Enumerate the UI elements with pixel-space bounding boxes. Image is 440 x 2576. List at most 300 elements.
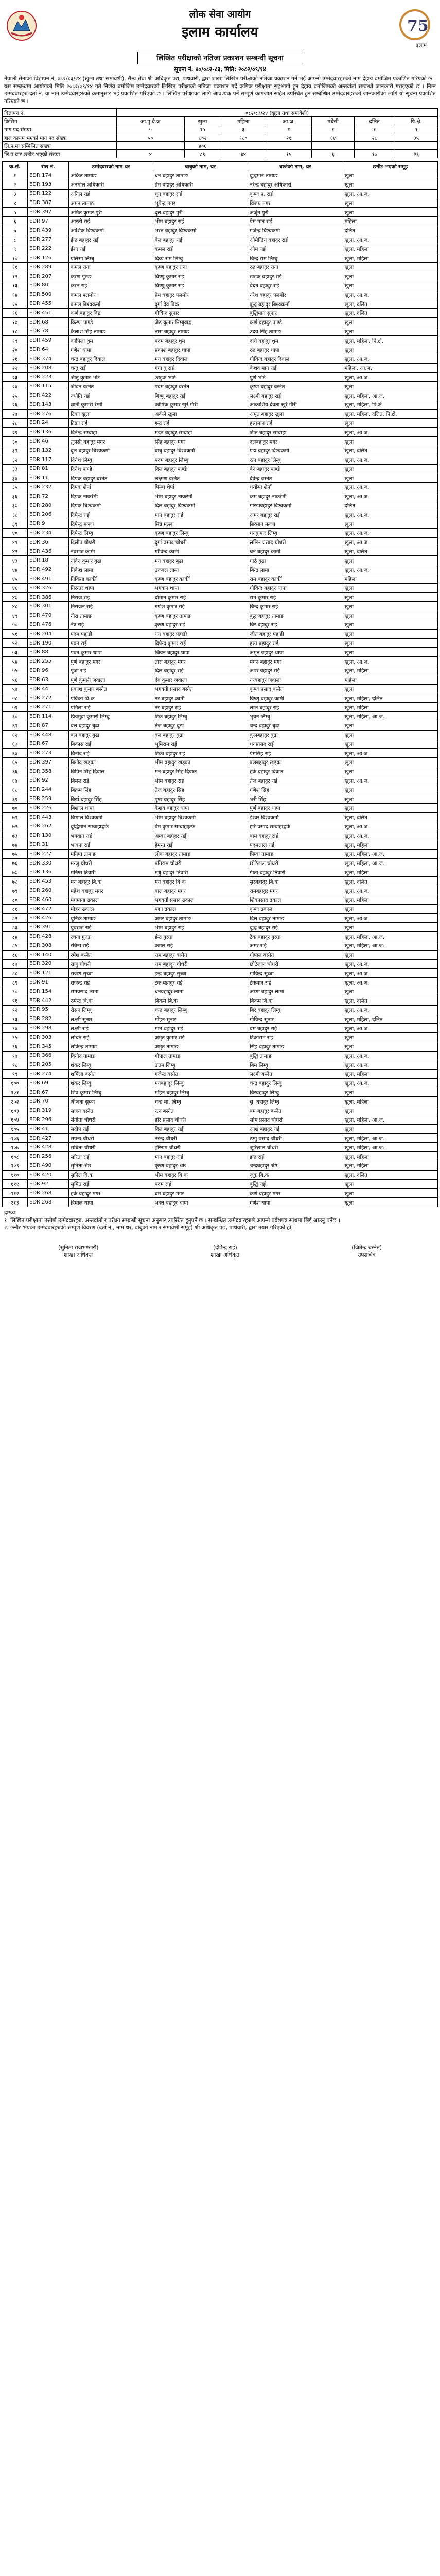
summary-cell: २१	[266, 133, 312, 142]
row-father: जेठ कुमार निम्बुवाङ्ग	[153, 317, 248, 327]
row-roll: EDR 205	[27, 1060, 68, 1070]
row-group: खुला	[343, 1189, 437, 1198]
row-father: नरेन्द्र चौधरी	[153, 1133, 248, 1143]
row-grandfather: खडक बहादुर राई	[248, 272, 343, 281]
summary-cell: १	[354, 125, 395, 133]
table-row	[3, 198, 438, 208]
row-grandfather: कृष्ण ढकाल	[248, 904, 343, 913]
row-grandfather: केशव मान राई	[248, 363, 343, 372]
row-sn: २३	[3, 372, 28, 382]
table-row	[3, 226, 438, 235]
row-name: पुजा राई	[69, 666, 153, 675]
row-name: मन बहादुर बि.क	[69, 877, 153, 886]
table-row	[3, 959, 438, 969]
row-group: खुला	[343, 950, 437, 959]
row-name: श्रीजना सुब्बा	[69, 1097, 153, 1106]
row-roll: EDR 296	[27, 1115, 68, 1125]
row-group: खुला	[343, 648, 437, 657]
row-group: खुला, आ.ज.	[343, 886, 437, 895]
table-row	[3, 1014, 438, 1024]
row-name: सपना चौधरी	[69, 1133, 153, 1143]
row-name: रुपेन्द्र बि.क	[69, 996, 153, 1005]
row-father: इन्द्र राई	[153, 418, 248, 428]
row-father: दोमान कुमार राई	[153, 592, 248, 602]
table-row	[3, 1143, 438, 1152]
row-sn: ६०	[3, 712, 28, 721]
row-grandfather: जुकु बि.क	[248, 1170, 343, 1179]
row-grandfather: बम बहादुर बस्नेत	[248, 1106, 343, 1115]
row-grandfather: भरी सिंह	[248, 794, 343, 804]
row-grandfather: कर्ण बहादुर मगर	[248, 1189, 343, 1198]
row-grandfather: बिन्द्र लामा	[248, 565, 343, 574]
row-name: दिलीप चौधरी	[69, 537, 153, 547]
row-father: राम बहादुर बस्नेत	[153, 950, 248, 959]
row-grandfather: राम बहादुर कार्की	[248, 574, 343, 584]
row-sn: ७२	[3, 822, 28, 831]
row-name: सबिता चौधरी	[69, 1143, 153, 1152]
row-grandfather: शिवप्रसाद ढकाल	[248, 895, 343, 904]
row-group: खुला, महिला	[343, 1161, 437, 1171]
row-grandfather: प्रेम मान राई	[248, 216, 343, 226]
table-row	[3, 1032, 438, 1042]
row-grandfather: सोम प्रसाद चौधरी	[248, 1115, 343, 1125]
row-grandfather: बुद्धि तामाङ	[248, 1051, 343, 1060]
row-father: पदम बहादुर थुम	[153, 336, 248, 345]
row-group: खुला	[343, 739, 437, 749]
table-row	[3, 1152, 438, 1161]
row-name: अनिल राई	[69, 189, 153, 198]
row-father: नर बहादुर कामी	[153, 693, 248, 703]
table-row	[3, 1078, 438, 1088]
row-grandfather: भुवन लिम्बु	[248, 712, 343, 721]
row-sn: ७९	[3, 886, 28, 895]
summary-cell	[354, 142, 395, 150]
row-grandfather: विजय मगर	[248, 198, 343, 208]
row-name: बिशाल थापा	[69, 803, 153, 812]
row-name: चन्द्र बहादुर दिवाल	[69, 354, 153, 363]
row-sn: ५४	[3, 657, 28, 666]
row-grandfather: हस्त बहादुर राई	[248, 638, 343, 648]
row-father: भीम बहादुर बि.क	[153, 1170, 248, 1179]
row-father: मोहन बहादुर लिम्बु	[153, 1088, 248, 1097]
row-father: हरि प्रसाद चौधरी	[153, 1115, 248, 1125]
summary-cell: ५	[117, 125, 185, 133]
row-sn: ३२	[3, 455, 28, 464]
row-grandfather: कृष्ण प्रसाद बस्नेत	[248, 684, 343, 693]
row-group: खुला	[343, 730, 437, 739]
row-sn: ७३	[3, 831, 28, 840]
row-sn: ९०	[3, 987, 28, 996]
table-row	[3, 950, 438, 959]
row-name: दिपक शेर्पा	[69, 483, 153, 492]
row-sn: ७१	[3, 812, 28, 822]
table-row	[3, 409, 438, 418]
row-name: निकेश लामा	[69, 565, 153, 574]
row-name: करण गुरुङ	[69, 272, 153, 281]
table-row	[3, 996, 438, 1005]
row-name: टिका खुला	[69, 409, 153, 418]
row-group: खुला	[343, 904, 437, 913]
row-name: ईन्द्र बहादुर राई	[69, 235, 153, 244]
row-sn: ६३	[3, 739, 28, 749]
row-sn: १०६	[3, 1133, 28, 1143]
row-grandfather: नरेन्द्र बहादुर अधिकारी	[248, 180, 343, 189]
row-grandfather: बिम लिम्बु	[248, 1060, 343, 1070]
row-sn: ४७	[3, 592, 28, 602]
notes	[2, 1209, 438, 1232]
row-sn: ७८	[3, 877, 28, 886]
row-name: संगीता चौधरी	[69, 1115, 153, 1125]
row-group: खुला	[343, 1106, 437, 1115]
row-group: खुला, महिला	[343, 840, 437, 850]
table-row	[3, 987, 438, 996]
row-sn: ८१	[3, 904, 28, 913]
table-row	[3, 1097, 438, 1106]
row-sn: १०५	[3, 1124, 28, 1133]
row-grandfather: पुर्णे भोटे	[248, 372, 343, 382]
row-group: खुला, दलित	[343, 299, 437, 309]
row-grandfather: बुद्धमान तामाङ	[248, 171, 343, 180]
signer-role: शाखा अधिकृत	[210, 1251, 240, 1258]
row-father: बाल बहादुर मगर	[153, 886, 248, 895]
row-roll: EDR 277	[27, 235, 68, 244]
row-group: खुला, महिला, दलित, पि.क्षे.	[343, 409, 437, 418]
row-grandfather: लाल बहादुर राई	[248, 703, 343, 712]
table-row	[3, 1133, 438, 1143]
table-row	[3, 812, 438, 822]
row-father: बम बहादुर मगर	[153, 1189, 248, 1198]
row-grandfather: गोविन्द बहादुर थापा	[248, 583, 343, 592]
row-sn: १०९	[3, 1161, 28, 1171]
row-name: शिव कुमार लिम्बु	[69, 1088, 153, 1097]
table-row	[3, 327, 438, 336]
row-name: कमल राना	[69, 262, 153, 272]
table-row	[3, 1161, 438, 1171]
row-father: कृष्ण बहादुर तामाङ	[153, 611, 248, 620]
table-row	[3, 372, 438, 382]
row-grandfather: धन बहादुर कामी	[248, 547, 343, 556]
row-name: राजेश सुब्बा	[69, 969, 153, 978]
row-name: कर्ण बहादुर विष्ट	[69, 308, 153, 317]
row-group: खुला	[343, 1179, 437, 1189]
row-sn: ५८	[3, 693, 28, 703]
summary-cell: १	[395, 125, 437, 133]
intro-paragraph: नेपाली सेनाको विज्ञापन नं. ०८२/८३/२४ (खुला तथा समावेशी), सैन्य सेवा श्री अधिकृत पद्य, पाथवारी, द्वारा शाखा लिखित परीक्षाको नतिजा प्रकाशन गर्ने भई आफ्नो उम्मेदवारहरुको नाम देहाय बमोजिम प्रकाशित गरिएको छ । यस सम्बन्धमा आयोगको मिति २०८२/०९/१४ गते निर्णय बमोजिम उम्मेदवारको लिखित परीक्षाको नतिजा प्रकाशन गर्दै क्रमिक परीक्षामा सहभागी हुन देहाय बमोजिमको अन्तर्वार्ता सम्बन्धी जानकारी गराइएको छ । निम्न उम्मेदवारहरु दर्ता नं. वा नाम उम्मेदवारहरुको क्रमानुसार भई प्रकाशित गरिएको छ । लिखित परीक्षाका लागि आवश्यक पर्ने सम्पूर्ण कागजात सहित उपस्थित हुन सम्बन्धित उम्मेदवारहरुको जानकारीको लागि यो सूचना प्रकाशित गरिएको छ ।	[4, 76, 436, 105]
row-sn: १	[3, 171, 28, 180]
row-father: रत्न बस्नेत	[153, 1106, 248, 1115]
row-roll: EDR 244	[27, 785, 68, 794]
row-grandfather: धनप्रसाद राई	[248, 739, 343, 749]
table-row	[3, 501, 438, 510]
row-group: खुला, आ.ज.	[343, 1078, 437, 1088]
row-roll: EDR 96	[27, 666, 68, 675]
summary-cell: विज्ञापन नं.	[3, 109, 117, 117]
row-father: मन बहादुर बुढा	[153, 556, 248, 565]
row-father: राम बहादुर चौधरी	[153, 959, 248, 969]
row-name: शर्मिला बस्नेत	[69, 1070, 153, 1079]
row-roll: EDR 121	[27, 969, 68, 978]
table-row	[3, 1005, 438, 1014]
row-group: खुला	[343, 437, 437, 446]
table-row	[3, 547, 438, 556]
summary-cell: १८०	[221, 133, 266, 142]
row-group: खुला, दलित	[343, 446, 437, 455]
row-roll: EDR 448	[27, 730, 68, 739]
row-father: बिष्णु बहादुर राई	[153, 391, 248, 400]
table-row	[3, 354, 438, 363]
table-row	[3, 749, 438, 758]
row-name: दिपेन्द्र लिम्बु	[69, 529, 153, 538]
row-father: गोविन्द सुनार	[153, 308, 248, 317]
notes-label: द्रष्टव्य:	[4, 1210, 17, 1216]
row-grandfather: बिकम बि.क	[248, 996, 343, 1005]
table-row	[3, 529, 438, 538]
row-roll: EDR 206	[27, 510, 68, 519]
row-grandfather: अमर बहादुर राई	[248, 510, 343, 519]
row-father: गंगा बु राई	[153, 363, 248, 372]
summary-head: आ.ज.	[266, 117, 312, 125]
row-father: कृष्ण बहादुर लिम्बु	[153, 529, 248, 538]
summary-cell: ३५	[395, 133, 437, 142]
row-grandfather: सु. बहादुर लिम्बु	[248, 1097, 343, 1106]
table-row	[3, 253, 438, 263]
row-roll: EDR 174	[27, 171, 68, 180]
row-name: गणेश थापा	[69, 345, 153, 354]
table-row	[3, 822, 438, 831]
row-roll: EDR 436	[27, 547, 68, 556]
row-grandfather: लक्ष्मी बस्नेत	[248, 1070, 343, 1079]
summary-cell: ४	[117, 150, 185, 158]
row-father: धन बहादुर तामाङ	[153, 171, 248, 180]
row-sn: १०४	[3, 1115, 28, 1125]
header	[2, 7, 438, 48]
row-sn: ५५	[3, 666, 28, 675]
row-group: खुला, महिला, आ.ज.	[343, 941, 437, 950]
table-row	[3, 721, 438, 730]
row-father: मान बहादुर राई	[153, 1152, 248, 1161]
row-grandfather: सिंह बहादुर तामाङ	[248, 1042, 343, 1051]
row-name: रबिना राई	[69, 941, 153, 950]
row-group: खुला	[343, 1042, 437, 1051]
row-roll: EDR 97	[27, 216, 68, 226]
row-roll: EDR 117	[27, 455, 68, 464]
row-sn: ९	[3, 244, 28, 253]
table-row	[3, 519, 438, 529]
row-grandfather: चन्द्र बहादुर बुढा	[248, 721, 343, 730]
row-sn: ११३	[3, 1198, 28, 1207]
row-grandfather: रामबहादुर मगर	[248, 886, 343, 895]
summary-cell: ५०	[117, 133, 185, 142]
summary-cell: १५	[266, 150, 312, 158]
row-roll: EDR 226	[27, 803, 68, 812]
table-row	[3, 556, 438, 565]
row-roll: EDR 374	[27, 354, 68, 363]
row-father: गणेश कुमार राई	[153, 602, 248, 611]
row-roll: EDR 308	[27, 941, 68, 950]
row-name: कोपिला थुम	[69, 336, 153, 345]
row-sn: ५२	[3, 638, 28, 648]
row-sn: ८६	[3, 950, 28, 959]
summary-row-advert	[3, 109, 438, 117]
row-grandfather: बिरबहादुर लिम्बु	[248, 1088, 343, 1097]
row-grandfather: दिल बहादुर तामाङ	[248, 913, 343, 923]
row-grandfather: अमृत बहादुर खुला	[248, 409, 343, 418]
org-name: लोक सेवा आयोग	[189, 9, 251, 20]
row-name: नीरा तामाङ	[69, 611, 153, 620]
row-roll: EDR 451	[27, 308, 68, 317]
table-row	[3, 437, 438, 446]
row-name: निराजन राई	[69, 602, 153, 611]
row-name: रामप्रसाद लामा	[69, 987, 153, 996]
row-name: निकिता कार्की	[69, 574, 153, 584]
row-sn: ३३	[3, 464, 28, 473]
row-grandfather: ठग्गु प्रसाद चौधरी	[248, 1133, 343, 1143]
table-row	[3, 684, 438, 693]
row-sn: ४५	[3, 574, 28, 584]
row-sn: ८५	[3, 941, 28, 950]
row-group: खुला, दलित	[343, 308, 437, 317]
row-sn: २६	[3, 400, 28, 409]
row-group: खुला, महिला, पि.क्षे.	[343, 400, 437, 409]
row-group: खुला, आ.ज.	[343, 510, 437, 519]
row-father: मान बहादुर राई	[153, 1024, 248, 1033]
row-name: सुनिल बि.क	[69, 1170, 153, 1179]
row-father: केशव बहादुर थापा	[153, 803, 248, 812]
table-row	[3, 978, 438, 987]
row-grandfather: बुद्ध बहादुर राई	[248, 923, 343, 932]
row-sn: ८४	[3, 932, 28, 941]
table-row	[3, 895, 438, 904]
row-roll: EDR 223	[27, 372, 68, 382]
row-roll: EDR 78	[27, 327, 68, 336]
row-name: करन राई	[69, 281, 153, 290]
row-name: लक्ष्मी सुनार	[69, 1014, 153, 1024]
logo-caption: इलाम	[416, 43, 427, 48]
table-row	[3, 1179, 438, 1189]
row-sn: २७	[3, 409, 28, 418]
row-father: हरिराम चौधरी	[153, 1143, 248, 1152]
row-sn: ३६	[3, 492, 28, 501]
row-sn: २४	[3, 382, 28, 391]
col-name: उम्मेदवारको नाम थर	[69, 162, 153, 171]
row-name: दिनेश लिम्बु	[69, 455, 153, 464]
row-father: नर बहादुर राई	[153, 703, 248, 712]
signature-3	[351, 1244, 382, 1259]
row-roll: EDR 255	[27, 657, 68, 666]
table-row	[3, 620, 438, 630]
table-row	[3, 868, 438, 877]
table-row	[3, 492, 438, 501]
row-grandfather: कृष्ण प्र. राई	[248, 189, 343, 198]
row-father: बिकम बि.क	[153, 996, 248, 1005]
table-row	[3, 1115, 438, 1125]
row-roll: EDR 64	[27, 345, 68, 354]
row-name: राजु चौधरी	[69, 959, 153, 969]
table-row	[3, 317, 438, 327]
row-group: खुला, महिला, आ.ज.	[343, 858, 437, 868]
row-group: खुला	[343, 281, 437, 290]
row-grandfather: तेज बहादुर राई	[248, 776, 343, 785]
row-name: युवराज राई	[69, 923, 153, 932]
row-roll: EDR 41	[27, 1124, 68, 1133]
summary-row	[3, 150, 438, 158]
row-father: टेक बहादुर राई	[153, 978, 248, 987]
row-roll: EDR 387	[27, 198, 68, 208]
row-name: रमेश बस्नेत	[69, 950, 153, 959]
row-father: अर्कले खुला	[153, 409, 248, 418]
row-father: धनबहादुर लामा	[153, 987, 248, 996]
table-row	[3, 483, 438, 492]
row-sn: १११	[3, 1179, 28, 1189]
row-grandfather: दधि बहादुर थुम	[248, 336, 343, 345]
row-name: मेघमाया ढकाल	[69, 895, 153, 904]
summary-cell	[395, 142, 437, 150]
row-roll: EDR 67	[27, 739, 68, 749]
row-sn: ९३	[3, 1014, 28, 1024]
row-grandfather: गोठे बुढा	[248, 556, 343, 565]
row-roll: EDR 87	[27, 721, 68, 730]
row-roll: EDR 491	[27, 574, 68, 584]
row-grandfather: टिकाराम राई	[248, 1032, 343, 1042]
row-name: किरण पाण्डे	[69, 317, 153, 327]
row-roll: EDR 273	[27, 749, 68, 758]
row-group: खुला	[343, 317, 437, 327]
row-group: खुला, आ.ज.	[343, 483, 437, 492]
row-group: खुला, आ.ज.	[343, 372, 437, 382]
table-row	[3, 675, 438, 684]
row-father: कमल राई	[153, 941, 248, 950]
table-row	[3, 858, 438, 868]
row-grandfather: ललिन प्रसाद चौधरी	[248, 537, 343, 547]
row-name: बल बहादुर बुढा	[69, 721, 153, 730]
summary-cell: १०	[354, 150, 395, 158]
row-sn: १२	[3, 272, 28, 281]
row-group: खुला	[343, 208, 437, 217]
row-grandfather: पदमलाल राई	[248, 840, 343, 850]
row-roll: EDR 72	[27, 492, 68, 501]
row-sn: ८९	[3, 978, 28, 987]
row-grandfather: छोटेलाल चौधरी	[248, 959, 343, 969]
table-row	[3, 1088, 438, 1097]
row-name: बिपिन सिंह दिवाल	[69, 767, 153, 776]
signer-name: (दीपेन्द्र राई)	[213, 1244, 237, 1251]
row-father: धन बहादुर पहाडी	[153, 629, 248, 638]
row-group: खुला, महिला, आ.ज.	[343, 932, 437, 941]
row-grandfather: गणेश थापा	[248, 1198, 343, 1207]
table-row	[3, 886, 438, 895]
row-father: छाडुक भोटे	[153, 372, 248, 382]
row-father: कमल राई	[153, 244, 248, 253]
row-sn: ४३	[3, 556, 28, 565]
row-father: चन्द्र मा. लिम्बु	[153, 1097, 248, 1106]
row-group: खुला, दलित	[343, 996, 437, 1005]
row-grandfather: छोटेलाल चौधरी	[248, 858, 343, 868]
row-sn: ४९	[3, 611, 28, 620]
row-sn: १०	[3, 253, 28, 263]
table-row	[3, 739, 438, 749]
summary-cell: २८	[354, 133, 395, 142]
row-name: संजय बस्नेत	[69, 1106, 153, 1115]
row-name: बिनोद खड्का	[69, 758, 153, 767]
row-father: भीम बहादुर खड्का	[153, 758, 248, 767]
row-group: खुला, आ.ज.	[343, 657, 437, 666]
row-roll: EDR 260	[27, 886, 68, 895]
table-row	[3, 693, 438, 703]
row-father: मन बहादुर दिवाल	[153, 354, 248, 363]
row-father: दिल बहादुर राई	[153, 666, 248, 675]
row-group: महिला	[343, 574, 437, 584]
row-group: खुला	[343, 556, 437, 565]
